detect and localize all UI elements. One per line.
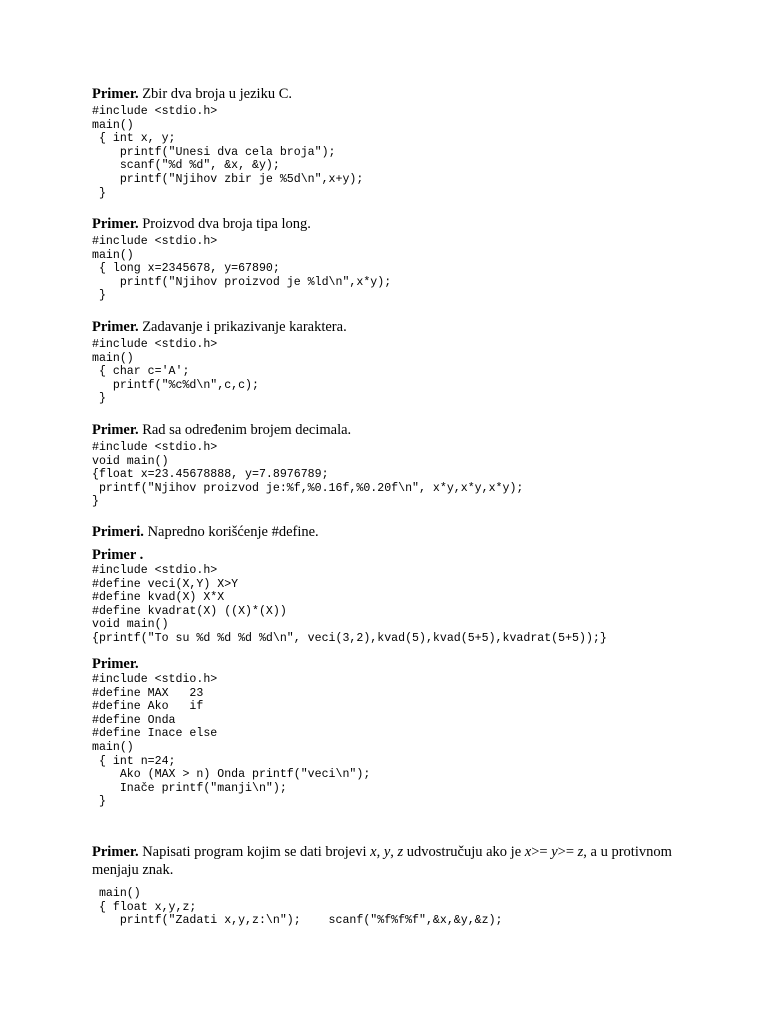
example-heading <box>92 523 319 541</box>
separator: , <box>376 844 384 860</box>
example-heading <box>92 421 523 439</box>
heading-description: Zbir dva broja u jeziku C. <box>142 86 292 102</box>
example-heading <box>92 318 347 336</box>
example-heading <box>92 85 363 103</box>
code-block: #include <stdio.h> void main() {float x=23.45678888, y=7.8976789; printf("Njihov proizvod je:%f,%0.16f,%0.20f\n", x*y,x*y,x*y); } <box>92 441 524 509</box>
heading-lead: Primer . <box>92 547 144 563</box>
variable-z: z <box>397 844 404 860</box>
example-heading <box>92 215 391 233</box>
example-define-macros <box>92 546 607 646</box>
example-define-keywords <box>92 655 370 809</box>
code-block: #include <stdio.h> #define veci(X,Y) X>Y #define kvad(X) X*X #define kvadrat(X) ((X)*(X)) void main() {printf("To su %d %d %d %d\n", veci(3,2),kvad(5),kvad(5+5),kvadrat(5+5));} <box>92 564 607 645</box>
heading-lead: Primer. <box>92 844 139 860</box>
heading-lead: Primer. <box>92 422 139 438</box>
heading-description: Napredno korišćenje #define. <box>147 524 319 540</box>
example-sum <box>92 85 363 200</box>
operator: >= <box>531 844 552 860</box>
example-product-long <box>92 215 391 303</box>
heading-lead: Primer. <box>92 86 139 102</box>
example-characters <box>92 318 347 406</box>
code-block: #include <stdio.h> #define MAX 23 #define Ako if #define Onda #define Inace else main() { int n=24; Ako (MAX > n) Onda printf("veci\n"); Inače printf("manji\n"); } <box>92 673 371 809</box>
example-heading <box>92 546 607 564</box>
condition-x: x <box>524 844 532 860</box>
condition-y: y <box>551 844 558 860</box>
variable-y: y <box>383 844 391 860</box>
heading-text-part: Napisati program kojim se dati brojevi <box>138 844 371 860</box>
heading-description: Proizvod dva broja tipa long. <box>142 216 311 232</box>
operator: >= <box>557 844 578 860</box>
heading-lead: Primer. <box>92 656 139 672</box>
heading-description: Zadavanje i prikazivanje karaktera. <box>142 319 347 335</box>
examples-define-heading <box>92 523 319 541</box>
example-heading <box>92 655 370 673</box>
code-block: #include <stdio.h> main() { char c='A'; printf("%c%d\n",c,c); } <box>92 338 259 406</box>
variable-x: x <box>370 844 377 860</box>
separator: , <box>390 844 398 860</box>
heading-text-part: udvostručuju ako je <box>403 844 525 860</box>
example-double-or-negate-heading <box>92 843 692 879</box>
code-block: #include <stdio.h> main() { long x=2345678, y=67890; printf("Njihov proizvod je %ld\n",x*y); } <box>92 235 392 303</box>
condition-z: z <box>577 844 584 860</box>
heading-lead: Primer. <box>92 216 139 232</box>
code-block: main() { float x,y,z; printf("Zadati x,y,z:\n"); scanf("%f%f%f",&x,&y,&z); <box>98 887 503 928</box>
example-decimals <box>92 421 523 509</box>
code-block: #include <stdio.h> main() { int x, y; printf("Unesi dva cela broja"); scanf("%d %d", &x, &y); printf("Njihov zbir je %5d\n",x+y); } <box>92 105 364 200</box>
heading-text-part: , a u protivnom menjaju znak. <box>92 844 672 878</box>
heading-lead: Primeri. <box>92 524 144 540</box>
heading-lead: Primer. <box>92 319 139 335</box>
heading-description: Rad sa određenim brojem decimala. <box>142 422 352 438</box>
